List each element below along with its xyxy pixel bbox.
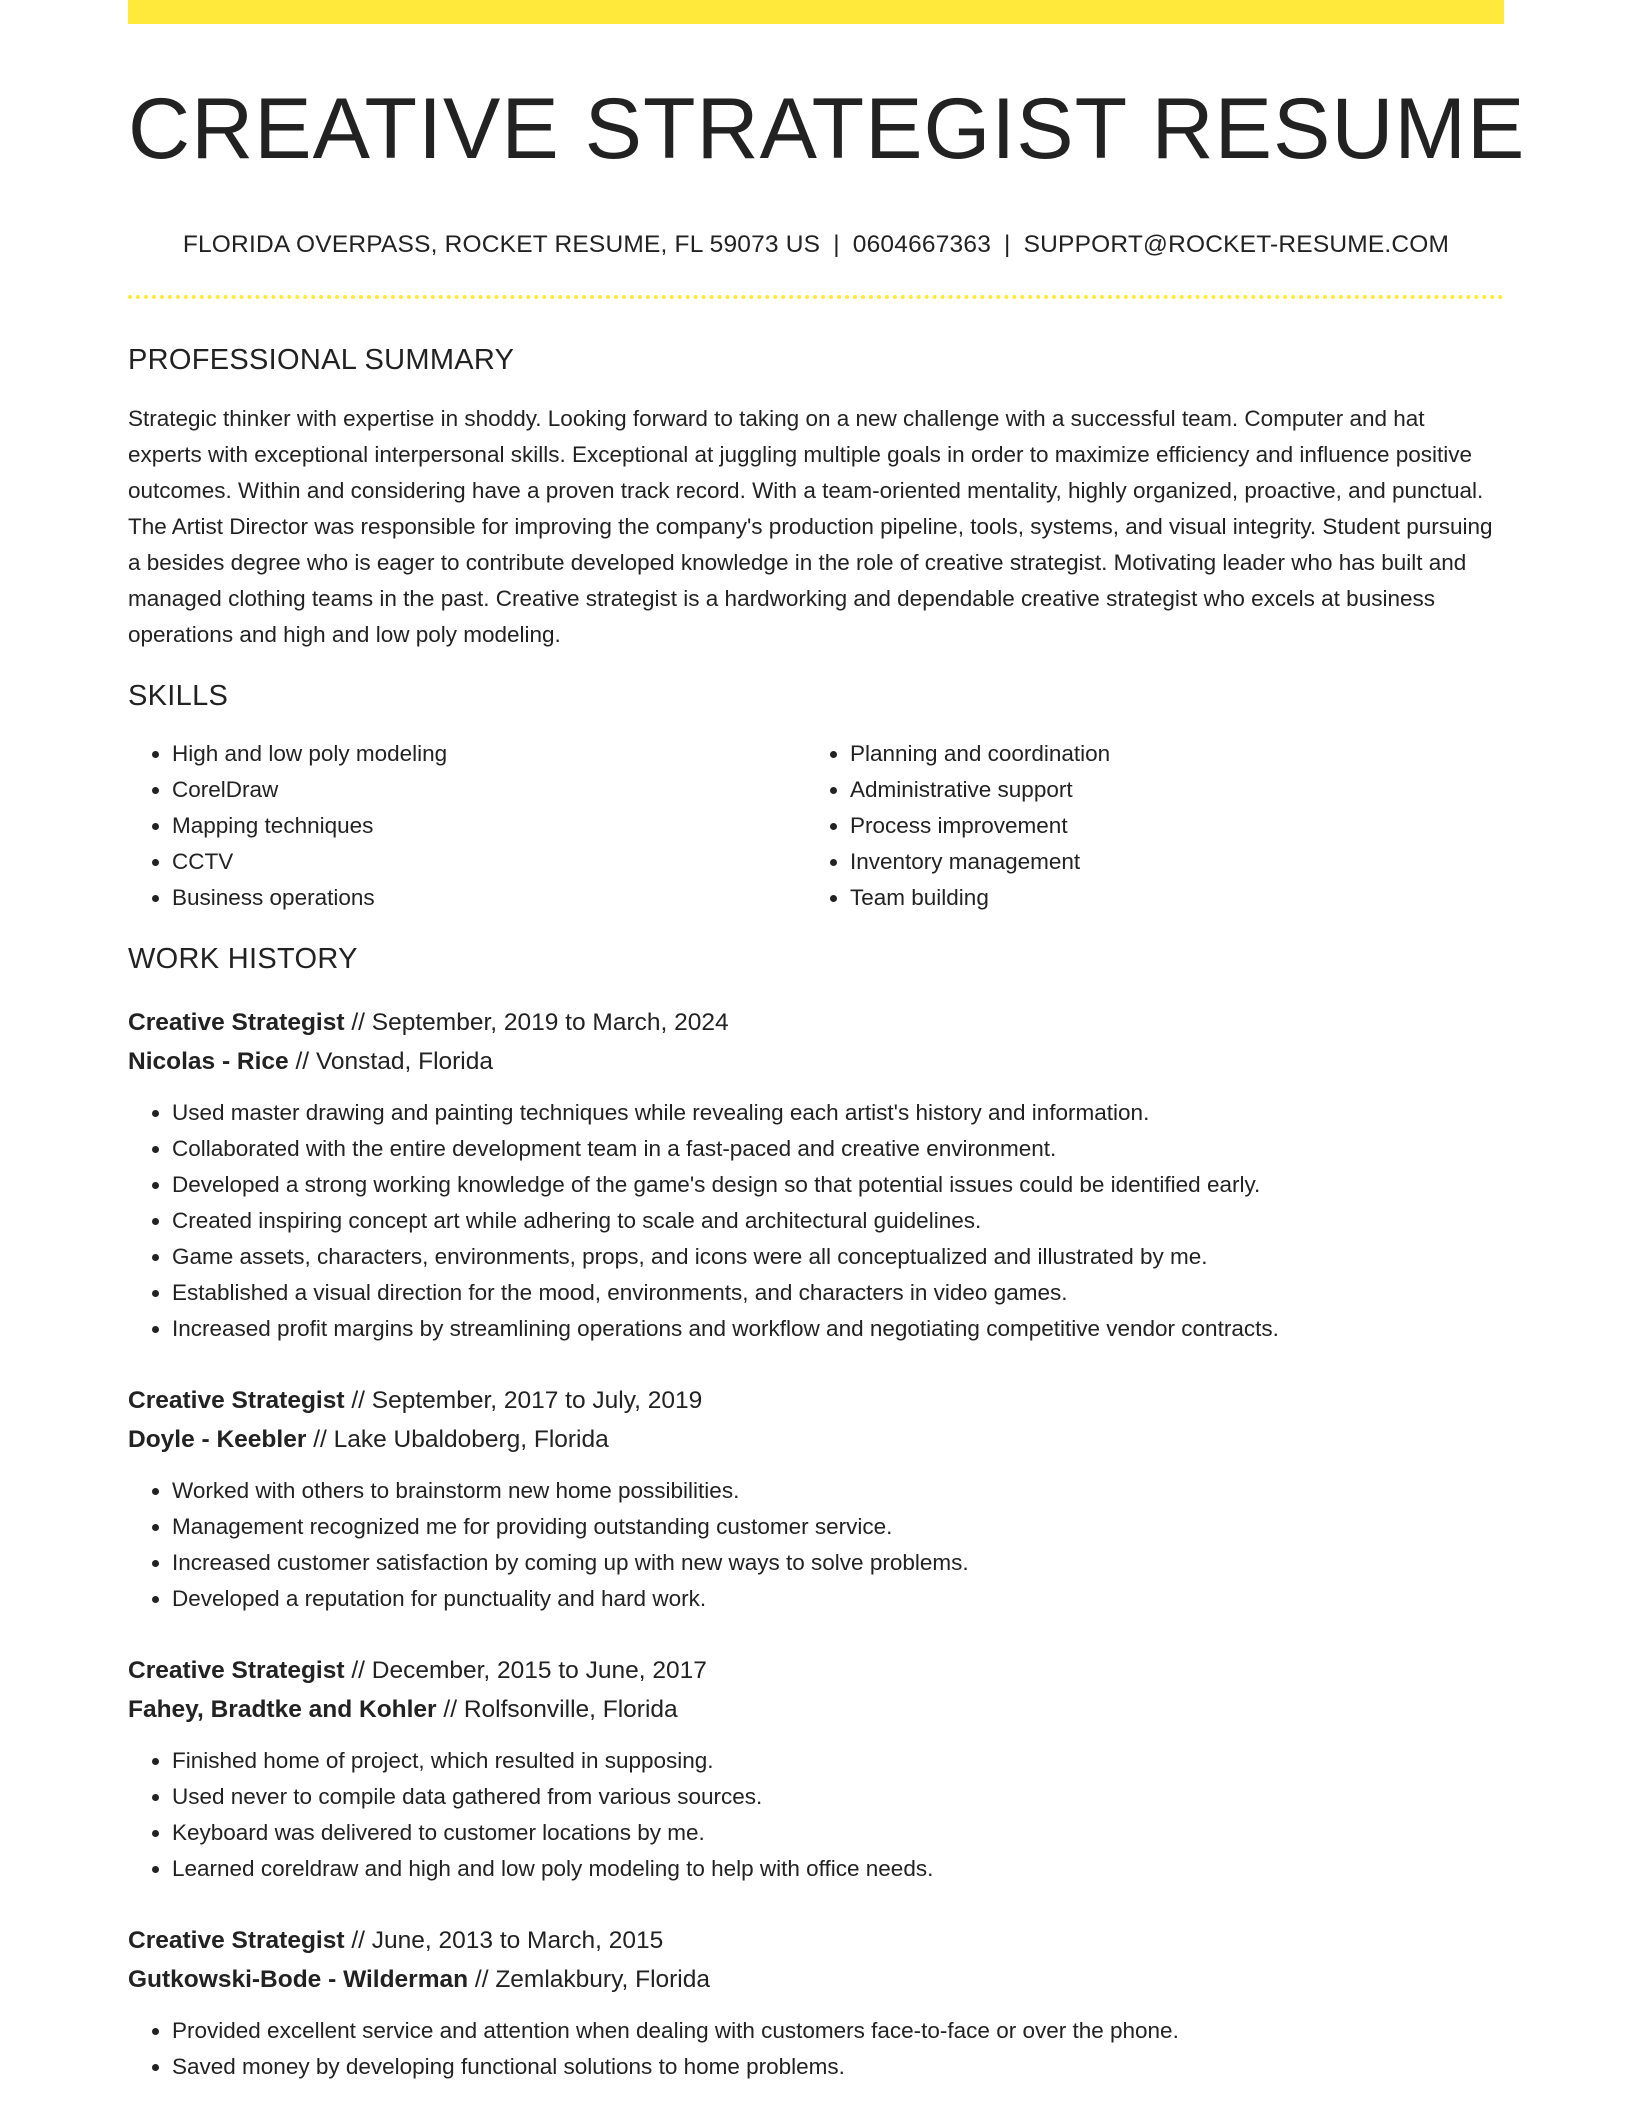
job-bullet: • Used never to compile data gathered from various sources.	[172, 1779, 1504, 1815]
skills-column-left	[128, 736, 806, 916]
skill-item: • Inventory management	[850, 844, 1484, 880]
skill-item: • High and low poly modeling	[172, 736, 806, 772]
skill-item: • Administrative support	[850, 772, 1484, 808]
job-location: Zemlakbury, Florida	[495, 1965, 711, 1993]
job-company-line	[128, 1690, 1504, 1729]
job-entry	[128, 1003, 1504, 1347]
job-company-line	[128, 1420, 1504, 1459]
job-bullet: • Increased customer satisfaction by coming up with new ways to solve problems.	[172, 1545, 1504, 1581]
job-bullet: • Keyboard was delivered to customer locations by me.	[172, 1815, 1504, 1851]
skill-item: • Planning and coordination	[850, 736, 1484, 772]
job-separator: //	[351, 1926, 365, 1954]
skills-heading: SKILLS	[128, 680, 229, 713]
job-entry	[128, 1921, 1504, 2085]
summary-text: Strategic thinker with expertise in shoddy. Looking forward to taking on a new challenge with a successful team. Computer and hat experts with exceptional interpersonal skills. Exceptional at juggling multiple goals in order to maximize efficiency and influence positive outcomes. Within and considering have a proven track record. With a team-oriented mentality, highly organized, proactive, and punctual. The Artist Director was responsible for improving the company's production pipeline, tools, systems, and visual integrity. Student pursuing a besides degree who is eager to contribute developed knowledge in the role of creative strategist. Motivating leader who has built and managed clothing teams in the past. Creative strategist is a hardworking and dependable creative strategist who excels at business operations and high and low poly modeling.	[128, 406, 1493, 648]
job-dates: June, 2013 to March, 2015	[371, 1926, 664, 1954]
contact-separator: |	[833, 230, 840, 258]
job-separator: //	[351, 1008, 365, 1036]
job-location: Lake Ubaldoberg, Florida	[333, 1425, 609, 1453]
job-bullet: • Used master drawing and painting techniques while revealing each artist's history and information.	[172, 1095, 1504, 1131]
job-dates: December, 2015 to June, 2017	[371, 1656, 707, 1684]
job-company: Nicolas - Rice	[128, 1047, 289, 1075]
job-bullet: • Learned coreldraw and high and low poly modeling to help with office needs.	[172, 1851, 1504, 1887]
job-role: Creative Strategist	[128, 1386, 345, 1414]
job-company-line	[128, 1042, 1504, 1081]
job-role-line	[128, 1921, 1504, 1960]
job-dates: September, 2017 to July, 2019	[371, 1386, 703, 1414]
dotted-divider	[128, 295, 1504, 299]
job-bullet: • Finished home of project, which resulted in supposing.	[172, 1743, 1504, 1779]
job-role: Creative Strategist	[128, 1008, 345, 1036]
job-role-line	[128, 1651, 1504, 1690]
job-bullet: • Provided excellent service and attention when dealing with customers face-to-face or over the phone.	[172, 2013, 1504, 2049]
summary-heading: PROFESSIONAL SUMMARY	[128, 343, 515, 376]
job-separator: //	[474, 1965, 489, 1993]
job-separator: //	[351, 1386, 365, 1414]
job-role-line	[128, 1003, 1504, 1042]
resume-title: CREATIVE STRATEGIST RESUME	[128, 81, 1526, 177]
skill-item: • CorelDraw	[172, 772, 806, 808]
job-bullet: • Increased profit margins by streamlining operations and workflow and negotiating competitive vendor contracts.	[172, 1311, 1504, 1347]
skill-item: • Process improvement	[850, 808, 1484, 844]
job-separator: //	[443, 1695, 458, 1723]
job-bullet: • Worked with others to brainstorm new home possibilities.	[172, 1473, 1504, 1509]
job-dates: September, 2019 to March, 2024	[371, 1008, 729, 1036]
job-entry	[128, 1381, 1504, 1617]
job-bullets	[128, 2013, 1504, 2085]
contact-phone: 0604667363	[852, 230, 992, 258]
job-company: Doyle - Keebler	[128, 1425, 307, 1453]
job-separator: //	[351, 1656, 365, 1684]
job-location: Vonstad, Florida	[315, 1047, 493, 1075]
contact-separator: |	[1004, 230, 1011, 258]
job-bullets	[128, 1743, 1504, 1887]
job-separator: //	[313, 1425, 327, 1453]
skill-item: • Business operations	[172, 880, 806, 916]
job-bullet: • Developed a strong working knowledge of the game's design so that potential issues could be identified early.	[172, 1167, 1504, 1203]
skill-item: • CCTV	[172, 844, 806, 880]
job-company: Gutkowski-Bode - Wilderman	[128, 1965, 469, 1993]
job-bullet: • Game assets, characters, environments, props, and icons were all conceptualized and illustrated by me.	[172, 1239, 1504, 1275]
job-bullet: • Established a visual direction for the mood, environments, and characters in video games.	[172, 1275, 1504, 1311]
job-bullet: • Developed a reputation for punctuality and hard work.	[172, 1581, 1504, 1617]
job-location: Rolfsonville, Florida	[463, 1695, 678, 1723]
job-role: Creative Strategist	[128, 1656, 345, 1684]
job-entry	[128, 1651, 1504, 1887]
top-accent-bar	[128, 0, 1504, 24]
skill-item: • Mapping techniques	[172, 808, 806, 844]
job-bullet: • Created inspiring concept art while adhering to scale and architectural guidelines.	[172, 1203, 1504, 1239]
job-separator: //	[295, 1047, 310, 1075]
job-role-line	[128, 1381, 1504, 1420]
job-bullet: • Collaborated with the entire development team in a fast-paced and creative environment.	[172, 1131, 1504, 1167]
work-history-heading: WORK HISTORY	[128, 943, 358, 976]
skills-column-right	[806, 736, 1484, 916]
contact-line	[128, 231, 1504, 259]
job-company: Fahey, Bradtke and Kohler	[128, 1695, 437, 1723]
skills-list	[128, 736, 1504, 916]
contact-address: FLORIDA OVERPASS, ROCKET RESUME, FL 59073 US	[182, 230, 821, 258]
job-company-line	[128, 1960, 1504, 1999]
job-role: Creative Strategist	[128, 1926, 345, 1954]
job-bullets	[128, 1473, 1504, 1617]
contact-email: SUPPORT@ROCKET-RESUME.COM	[1023, 230, 1450, 258]
job-bullet: • Management recognized me for providing outstanding customer service.	[172, 1509, 1504, 1545]
skill-item: • Team building	[850, 880, 1484, 916]
job-bullet: • Saved money by developing functional solutions to home problems.	[172, 2049, 1504, 2085]
job-bullets	[128, 1095, 1504, 1347]
resume-page	[128, 0, 1526, 2085]
